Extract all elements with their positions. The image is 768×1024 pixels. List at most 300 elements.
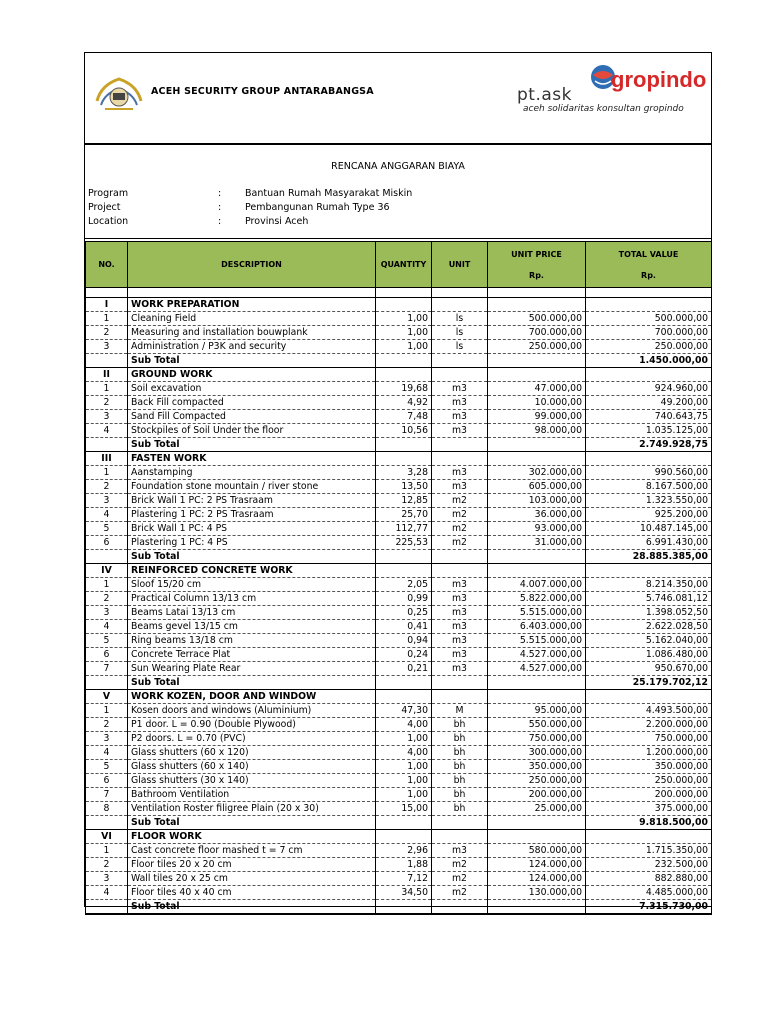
item-description: Stockpiles of Soil Under the floor [128,424,376,438]
item-unit: ls [432,340,488,354]
empty-cell [376,438,432,452]
item-total-value: 2.200.000,00 [586,718,712,732]
section-row [86,452,712,466]
empty-cell [86,354,128,368]
item-total-value: 500.000,00 [586,312,712,326]
section-number: III [86,452,128,466]
spacer-cell [586,288,712,298]
item-total-value: 10.487.145,00 [586,522,712,536]
item-description: Back Fill compacted [128,396,376,410]
empty-cell [376,354,432,368]
item-description: Floor tiles 20 x 20 cm [128,858,376,872]
empty-cell [488,676,586,690]
item-number: 6 [86,648,128,662]
meta-value: Pembangunan Rumah Type 36 [245,202,390,213]
consultant-logo [513,61,707,121]
item-total-value: 990.560,00 [586,466,712,480]
empty-cell [376,550,432,564]
item-quantity: 0,41 [376,620,432,634]
item-unit-price: 750.000,00 [488,732,586,746]
table-row [86,578,712,592]
table-row [86,802,712,816]
item-quantity: 0,94 [376,634,432,648]
item-unit-price: 93.000,00 [488,522,586,536]
subtotal-value: 1.450.000,00 [586,354,712,368]
item-number: 1 [86,382,128,396]
item-unit-price: 250.000,00 [488,774,586,788]
table-row [86,536,712,550]
item-quantity: 3,28 [376,466,432,480]
section-title: GROUND WORK [128,368,376,382]
item-total-value: 49.200,00 [586,396,712,410]
item-unit: m3 [432,634,488,648]
item-number: 5 [86,760,128,774]
item-unit: m3 [432,592,488,606]
item-description: Practical Column 13/13 cm [128,592,376,606]
table-row [86,662,712,676]
item-description: Floor tiles 40 x 40 cm [128,886,376,900]
table-row [86,648,712,662]
item-unit: bh [432,774,488,788]
item-unit-price: 98.000,00 [488,424,586,438]
section-title: FASTEN WORK [128,452,376,466]
item-unit: m3 [432,424,488,438]
meta-colon: : [218,216,222,227]
item-unit: bh [432,732,488,746]
item-unit: bh [432,746,488,760]
table-row [86,732,712,746]
item-quantity: 7,48 [376,410,432,424]
item-number: 1 [86,844,128,858]
item-total-value: 200.000,00 [586,788,712,802]
item-number: 2 [86,592,128,606]
empty-cell [432,816,488,830]
item-unit: m2 [432,858,488,872]
item-total-value: 350.000,00 [586,760,712,774]
item-description: Bathroom Ventilation [128,788,376,802]
item-number: 3 [86,732,128,746]
item-quantity: 1,00 [376,732,432,746]
unit-price-label: UNIT PRICE [511,249,562,259]
item-total-value: 950.670,00 [586,662,712,676]
item-number: 2 [86,718,128,732]
col-header-no: NO. [86,242,128,288]
item-unit: M [432,704,488,718]
item-quantity: 1,00 [376,326,432,340]
item-total-value: 1.398.052,50 [586,606,712,620]
empty-cell [586,564,712,578]
document-info [85,147,711,239]
empty-cell [376,816,432,830]
item-unit-price: 99.000,00 [488,410,586,424]
document-title: RENCANA ANGGARAN BIAYA [331,161,465,172]
item-unit-price: 103.000,00 [488,494,586,508]
item-unit-price: 4.007.000,00 [488,578,586,592]
item-quantity: 0,21 [376,662,432,676]
empty-cell [488,550,586,564]
item-description: P2 doors. L = 0.70 (PVC) [128,732,376,746]
budget-table [85,241,712,915]
item-unit: m3 [432,662,488,676]
section-number: II [86,368,128,382]
empty-cell [86,900,128,915]
table-row [86,634,712,648]
item-number: 1 [86,704,128,718]
item-description: Glass shutters (60 x 140) [128,760,376,774]
col-header-quantity: QUANTITY [376,242,432,288]
empty-cell [488,690,586,704]
spacer-cell [488,288,586,298]
item-unit-price: 4.527.000,00 [488,648,586,662]
item-quantity: 1,00 [376,312,432,326]
item-total-value: 700.000,00 [586,326,712,340]
item-number: 2 [86,480,128,494]
empty-cell [488,564,586,578]
item-quantity: 2,05 [376,578,432,592]
item-quantity: 1,00 [376,340,432,354]
table-row [86,872,712,886]
item-description: Beams gevel 13/15 cm [128,620,376,634]
item-quantity: 4,00 [376,718,432,732]
section-row [86,564,712,578]
item-total-value: 8.214.350,00 [586,578,712,592]
item-number: 6 [86,536,128,550]
empty-cell [432,452,488,466]
item-description: Measuring and installation bouwplank [128,326,376,340]
table-row [86,844,712,858]
section-number: IV [86,564,128,578]
empty-cell [488,368,586,382]
unit-price-currency: Rp. [529,270,544,280]
item-number: 4 [86,886,128,900]
logo-prefix: pt.ask [517,85,572,105]
item-total-value: 740.643,75 [586,410,712,424]
item-unit: m2 [432,522,488,536]
item-total-value: 1.323.550,00 [586,494,712,508]
item-unit-price: 95.000,00 [488,704,586,718]
empty-cell [432,564,488,578]
section-row [86,298,712,312]
item-description: Ventilation Roster filigree Plain (20 x 30) [128,802,376,816]
item-unit: bh [432,718,488,732]
item-total-value: 5.162.040,00 [586,634,712,648]
empty-cell [86,438,128,452]
item-unit: m2 [432,872,488,886]
subtotal-label: Sub Total [128,550,376,564]
item-number: 2 [86,858,128,872]
item-quantity: 13,50 [376,480,432,494]
item-number: 4 [86,620,128,634]
item-total-value: 250.000,00 [586,774,712,788]
item-unit: m3 [432,480,488,494]
empty-cell [432,368,488,382]
empty-cell [488,830,586,844]
item-quantity: 225,53 [376,536,432,550]
item-description: Concrete Terrace Plat [128,648,376,662]
col-header-unit: UNIT [432,242,488,288]
item-quantity: 25,70 [376,508,432,522]
item-number: 7 [86,788,128,802]
meta-label: Location [88,216,129,227]
item-unit-price: 250.000,00 [488,340,586,354]
item-number: 3 [86,340,128,354]
item-unit: m2 [432,494,488,508]
item-quantity: 34,50 [376,886,432,900]
item-number: 2 [86,396,128,410]
logo-brand: gropindo [611,67,707,92]
item-total-value: 375.000,00 [586,802,712,816]
logo-tagline: aceh solidaritas konsultan gropindo [523,104,684,114]
item-unit: m3 [432,466,488,480]
item-total-value: 924.960,00 [586,382,712,396]
subtotal-value: 2.749.928,75 [586,438,712,452]
section-title: WORK KOZEN, DOOR AND WINDOW [128,690,376,704]
item-quantity: 0,25 [376,606,432,620]
item-unit-price: 10.000,00 [488,396,586,410]
item-quantity: 1,88 [376,858,432,872]
section-row [86,690,712,704]
item-quantity: 4,92 [376,396,432,410]
section-title: WORK PREPARATION [128,298,376,312]
item-unit-price: 6.403.000,00 [488,620,586,634]
item-unit-price: 5.822.000,00 [488,592,586,606]
item-description: P1 door. L = 0.90 (Double Plywood) [128,718,376,732]
item-unit-price: 4.527.000,00 [488,662,586,676]
item-description: Foundation stone mountain / river stone [128,480,376,494]
item-number: 1 [86,312,128,326]
item-unit-price: 500.000,00 [488,312,586,326]
table-row [86,704,712,718]
subtotal-value: 28.885.385,00 [586,550,712,564]
item-description: Wall tiles 20 x 25 cm [128,872,376,886]
empty-cell [432,438,488,452]
item-total-value: 250.000,00 [586,340,712,354]
table-row [86,382,712,396]
item-description: Aanstamping [128,466,376,480]
item-number: 3 [86,606,128,620]
company-emblem-icon [91,71,147,115]
empty-cell [586,690,712,704]
item-unit: bh [432,788,488,802]
table-row [86,340,712,354]
item-description: Beams Latai 13/13 cm [128,606,376,620]
empty-cell [488,354,586,368]
item-description: Brick Wall 1 PC: 4 PS [128,522,376,536]
item-description: Sun Wearing Plate Rear [128,662,376,676]
item-unit: m3 [432,606,488,620]
table-row [86,774,712,788]
item-total-value: 4.485.000,00 [586,886,712,900]
empty-cell [432,676,488,690]
item-number: 3 [86,494,128,508]
item-quantity: 2,96 [376,844,432,858]
item-unit-price: 47.000,00 [488,382,586,396]
item-number: 6 [86,774,128,788]
item-description: Cast concrete floor mashed t = 7 cm [128,844,376,858]
item-unit: ls [432,326,488,340]
empty-cell [376,564,432,578]
item-total-value: 882.880,00 [586,872,712,886]
item-quantity: 1,00 [376,760,432,774]
table-row [86,424,712,438]
item-description: Administration / P3K and security [128,340,376,354]
item-unit-price: 350.000,00 [488,760,586,774]
item-unit: ls [432,312,488,326]
item-number: 1 [86,466,128,480]
empty-cell [488,298,586,312]
empty-cell [376,830,432,844]
item-unit: bh [432,760,488,774]
item-quantity: 0,24 [376,648,432,662]
spacer-cell [86,288,128,298]
empty-cell [488,816,586,830]
budget-table-body [86,288,712,915]
item-unit-price: 31.000,00 [488,536,586,550]
table-row [86,760,712,774]
table-row [86,480,712,494]
table-row [86,312,712,326]
table-row [86,718,712,732]
item-total-value: 1.200.000,00 [586,746,712,760]
item-description: Cleaning Field [128,312,376,326]
empty-cell [586,830,712,844]
letterhead [85,53,711,145]
empty-cell [86,676,128,690]
item-unit-price: 25.000,00 [488,802,586,816]
col-header-unit-price [488,242,586,288]
subtotal-row [86,676,712,690]
item-quantity: 15,00 [376,802,432,816]
item-unit-price: 302.000,00 [488,466,586,480]
table-row [86,746,712,760]
empty-cell [376,298,432,312]
meta-label: Project [88,202,121,213]
table-row [86,396,712,410]
empty-cell [488,900,586,915]
item-description: Soil excavation [128,382,376,396]
subtotal-value: 25.179.702,12 [586,676,712,690]
empty-cell [432,690,488,704]
empty-cell [432,298,488,312]
item-unit-price: 36.000,00 [488,508,586,522]
table-row [86,886,712,900]
item-number: 7 [86,662,128,676]
section-number: VI [86,830,128,844]
empty-cell [376,676,432,690]
item-quantity: 19,68 [376,382,432,396]
col-header-total-value [586,242,712,288]
item-number: 5 [86,634,128,648]
item-quantity: 12,85 [376,494,432,508]
meta-colon: : [218,188,222,199]
item-unit-price: 200.000,00 [488,788,586,802]
item-unit: m3 [432,844,488,858]
section-number: I [86,298,128,312]
spacer-row [86,288,712,298]
table-row [86,410,712,424]
subtotal-row [86,438,712,452]
table-row [86,522,712,536]
table-row [86,326,712,340]
item-unit-price: 124.000,00 [488,872,586,886]
empty-cell [432,354,488,368]
item-total-value: 2.622.028,50 [586,620,712,634]
subtotal-row [86,550,712,564]
subtotal-row [86,816,712,830]
item-unit-price: 605.000,00 [488,480,586,494]
spacer-cell [128,288,376,298]
item-unit: bh [432,802,488,816]
empty-cell [432,550,488,564]
table-row [86,788,712,802]
item-number: 3 [86,410,128,424]
item-unit: m2 [432,536,488,550]
company-name: ACEH SECURITY GROUP ANTARABANGSA [151,86,374,97]
empty-cell [586,368,712,382]
item-quantity: 1,00 [376,774,432,788]
item-description: Kosen doors and windows (Aluminium) [128,704,376,718]
empty-cell [432,830,488,844]
section-row [86,830,712,844]
item-number: 1 [86,578,128,592]
item-number: 4 [86,746,128,760]
subtotal-label: Sub Total [128,816,376,830]
item-description: Plastering 1 PC: 2 PS Trasraam [128,508,376,522]
table-row [86,620,712,634]
item-quantity: 47,30 [376,704,432,718]
table-row [86,606,712,620]
table-row [86,858,712,872]
section-title: REINFORCED CONCRETE WORK [128,564,376,578]
subtotal-label: Sub Total [128,438,376,452]
item-total-value: 925.200,00 [586,508,712,522]
empty-cell [376,900,432,915]
item-unit-price: 550.000,00 [488,718,586,732]
meta-value: Bantuan Rumah Masyarakat Miskin [245,188,413,199]
col-header-description: DESCRIPTION [128,242,376,288]
budget-sheet [84,52,712,912]
item-quantity: 4,00 [376,746,432,760]
item-number: 3 [86,872,128,886]
subtotal-label: Sub Total [128,354,376,368]
item-total-value: 1.715.350,00 [586,844,712,858]
item-unit: m3 [432,410,488,424]
empty-cell [586,298,712,312]
item-unit-price: 130.000,00 [488,886,586,900]
subtotal-label: Sub Total [128,676,376,690]
item-total-value: 1.035.125,00 [586,424,712,438]
item-description: Brick Wall 1 PC: 2 PS Trasraam [128,494,376,508]
section-title: FLOOR WORK [128,830,376,844]
item-unit: m3 [432,396,488,410]
subtotal-row [86,354,712,368]
empty-cell [586,452,712,466]
table-row [86,466,712,480]
item-description: Plastering 1 PC: 4 PS [128,536,376,550]
item-quantity: 7,12 [376,872,432,886]
spacer-cell [432,288,488,298]
meta-label: Program [88,188,129,199]
table-header-row [86,242,712,288]
item-total-value: 5.746.081,12 [586,592,712,606]
item-unit: m2 [432,508,488,522]
empty-cell [376,452,432,466]
item-description: Glass shutters (30 x 140) [128,774,376,788]
item-unit: m3 [432,648,488,662]
item-number: 8 [86,802,128,816]
item-quantity: 10,56 [376,424,432,438]
section-row [86,368,712,382]
